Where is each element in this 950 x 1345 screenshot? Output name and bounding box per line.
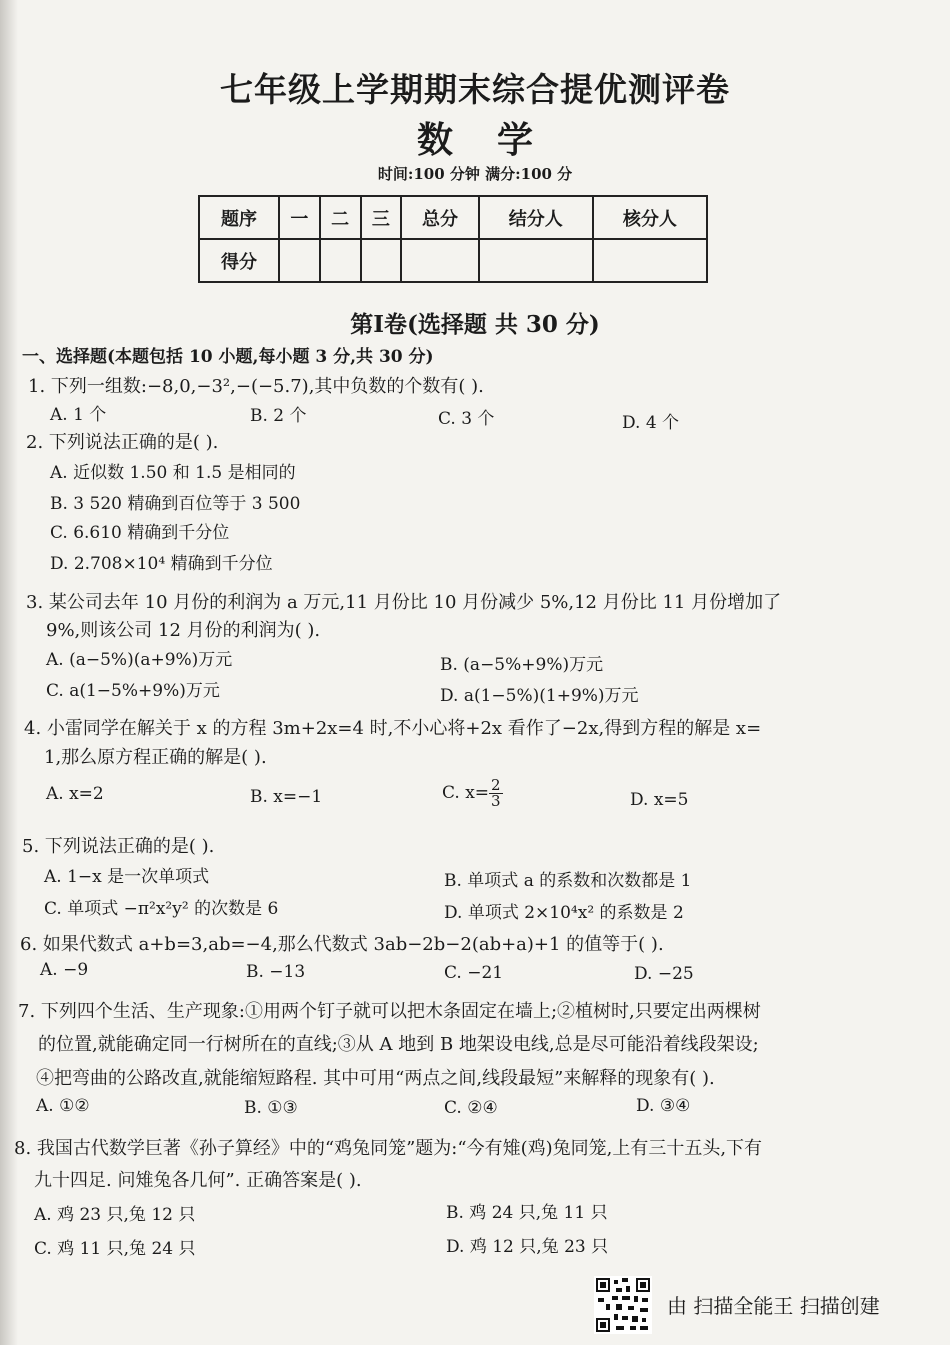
question-4-line-2: 1,那么原方程正确的解是( ). xyxy=(44,747,267,768)
q3-option-d: D. a(1−5%)(1+9%)万元 xyxy=(440,686,639,706)
question-5-stem: 5. 下列说法正确的是( ). xyxy=(22,836,215,857)
question-7-line-2: 的位置,就能确定同一行树所在的直线;③从 A 地到 B 地架设电线,总是尽可能沿着线段架设; xyxy=(38,1034,759,1055)
subject-title: 数学 xyxy=(416,119,577,161)
q3-option-a: A. (a−5%)(a+9%)万元 xyxy=(46,650,233,670)
question-3-line-1: 3. 某公司去年 10 月份的利润为 a 万元,11 月份比 10 月份减少 5%,12 月份比 11 月份增加了 xyxy=(26,592,782,613)
question-8-line-1: 8. 我国古代数学巨著《孙子算经》中的“鸡兔同笼”题为:“今有雉(鸡)兔同笼,上有三十五头,下有 xyxy=(14,1138,763,1159)
q5-option-b: B. 单项式 a 的系数和次数都是 1 xyxy=(444,871,692,891)
score-table-cell: 题序 xyxy=(199,196,279,239)
question-7-line-1: 7. 下列四个生活、生产现象:①用两个钉子就可以把木条固定在墙上;②植树时,只要定出两棵树 xyxy=(18,1001,761,1022)
question-3-line-2: 9%,则该公司 12 月份的利润为( ). xyxy=(46,620,321,641)
score-table xyxy=(198,195,708,283)
score-table-header-row xyxy=(199,196,707,239)
q8-option-b: B. 鸡 24 只,兔 11 只 xyxy=(446,1203,608,1223)
q5-option-d: D. 单项式 2×10⁴x² 的系数是 2 xyxy=(444,903,684,923)
q5-option-a: A. 1−x 是一次单项式 xyxy=(44,867,210,887)
part-title: 第Ⅰ卷(选择题 共 30 分) xyxy=(350,311,600,338)
q4-option-a: A. x=2 xyxy=(46,784,104,804)
q8-option-c: C. 鸡 11 只,兔 24 只 xyxy=(34,1239,196,1259)
score-table-cell: 三 xyxy=(361,196,402,239)
score-input-cell[interactable] xyxy=(320,239,361,282)
score-input-cell[interactable] xyxy=(361,239,402,282)
q8-option-a: A. 鸡 23 只,兔 12 只 xyxy=(34,1205,196,1225)
q8-option-d: D. 鸡 12 只,兔 23 只 xyxy=(446,1237,609,1257)
question-2-stem: 2. 下列说法正确的是( ). xyxy=(26,432,219,453)
score-input-cell[interactable] xyxy=(279,239,320,282)
q6-option-c: C. −21 xyxy=(444,963,504,983)
score-input-cell[interactable] xyxy=(479,239,593,282)
scanner-watermark: 由 扫描全能王 扫描创建 xyxy=(667,1294,880,1318)
q7-option-c: C. ②④ xyxy=(444,1098,498,1118)
q7-option-b: B. ①③ xyxy=(244,1098,298,1118)
q4-option-c-label: C. x= xyxy=(442,783,490,803)
q1-option-d: D. 4 个 xyxy=(622,413,680,433)
score-table-cell: 结分人 xyxy=(479,196,593,239)
fraction-numerator: 2 xyxy=(491,776,501,794)
fraction-two-thirds xyxy=(489,778,503,809)
score-table-cell: 一 xyxy=(279,196,320,239)
section-title: 一、选择题(本题包括 10 小题,每小题 3 分,共 30 分) xyxy=(22,347,434,367)
score-table-cell: 总分 xyxy=(401,196,478,239)
q2-option-b: B. 3 520 精确到百位等于 3 500 xyxy=(50,494,301,514)
score-table-score-row xyxy=(199,239,707,282)
q6-option-b: B. −13 xyxy=(246,962,306,982)
q1-option-b: B. 2 个 xyxy=(250,406,307,426)
question-6-stem: 6. 如果代数式 a+b=3,ab=−4,那么代数式 3ab−2b−2(ab+a)+1 的值等于( ). xyxy=(20,934,664,955)
score-table-cell: 得分 xyxy=(199,239,279,282)
q1-option-a: A. 1 个 xyxy=(50,405,107,425)
q3-option-c: C. a(1−5%+9%)万元 xyxy=(46,681,220,701)
question-1-stem: 1. 下列一组数:−8,0,−3²,−(−5.7),其中负数的个数有( ). xyxy=(28,376,484,397)
question-4-line-1: 4. 小雷同学在解关于 x 的方程 3m+2x=4 时,不小心将+2x 看作了−2x,得到方程的解是 x= xyxy=(24,718,762,739)
q2-option-c: C. 6.610 精确到千分位 xyxy=(50,523,230,543)
q1-option-c: C. 3 个 xyxy=(438,409,495,429)
question-7-line-3: ④把弯曲的公路改直,就能缩短路程. 其中可用“两点之间,线段最短”来解释的现象有( ). xyxy=(36,1068,715,1089)
q2-option-d: D. 2.708×10⁴ 精确到千分位 xyxy=(50,554,273,574)
q3-option-b: B. (a−5%+9%)万元 xyxy=(440,655,604,675)
q2-option-a: A. 近似数 1.50 和 1.5 是相同的 xyxy=(50,463,296,483)
q7-option-a: A. ①② xyxy=(36,1096,90,1116)
q4-option-d: D. x=5 xyxy=(630,790,689,810)
score-table-cell: 二 xyxy=(320,196,361,239)
q7-option-d: D. ③④ xyxy=(636,1096,691,1116)
q4-option-c xyxy=(442,778,503,809)
score-input-cell[interactable] xyxy=(593,239,707,282)
qr-code-icon xyxy=(594,1276,652,1334)
exam-title: 七年级上学期期末综合提优测评卷 xyxy=(220,70,730,109)
score-input-cell[interactable] xyxy=(401,239,478,282)
q6-option-d: D. −25 xyxy=(634,964,694,984)
time-info: 时间:100 分钟 满分:100 分 xyxy=(377,165,573,183)
q6-option-a: A. −9 xyxy=(40,960,89,980)
score-table-cell: 核分人 xyxy=(593,196,707,239)
q5-option-c: C. 单项式 −π²x²y² 的次数是 6 xyxy=(44,899,279,919)
q4-option-b: B. x=−1 xyxy=(250,787,323,807)
question-8-line-2: 九十四足. 问雉兔各几何”. 正确答案是( ). xyxy=(34,1170,362,1191)
fraction-denominator: 3 xyxy=(491,792,501,810)
